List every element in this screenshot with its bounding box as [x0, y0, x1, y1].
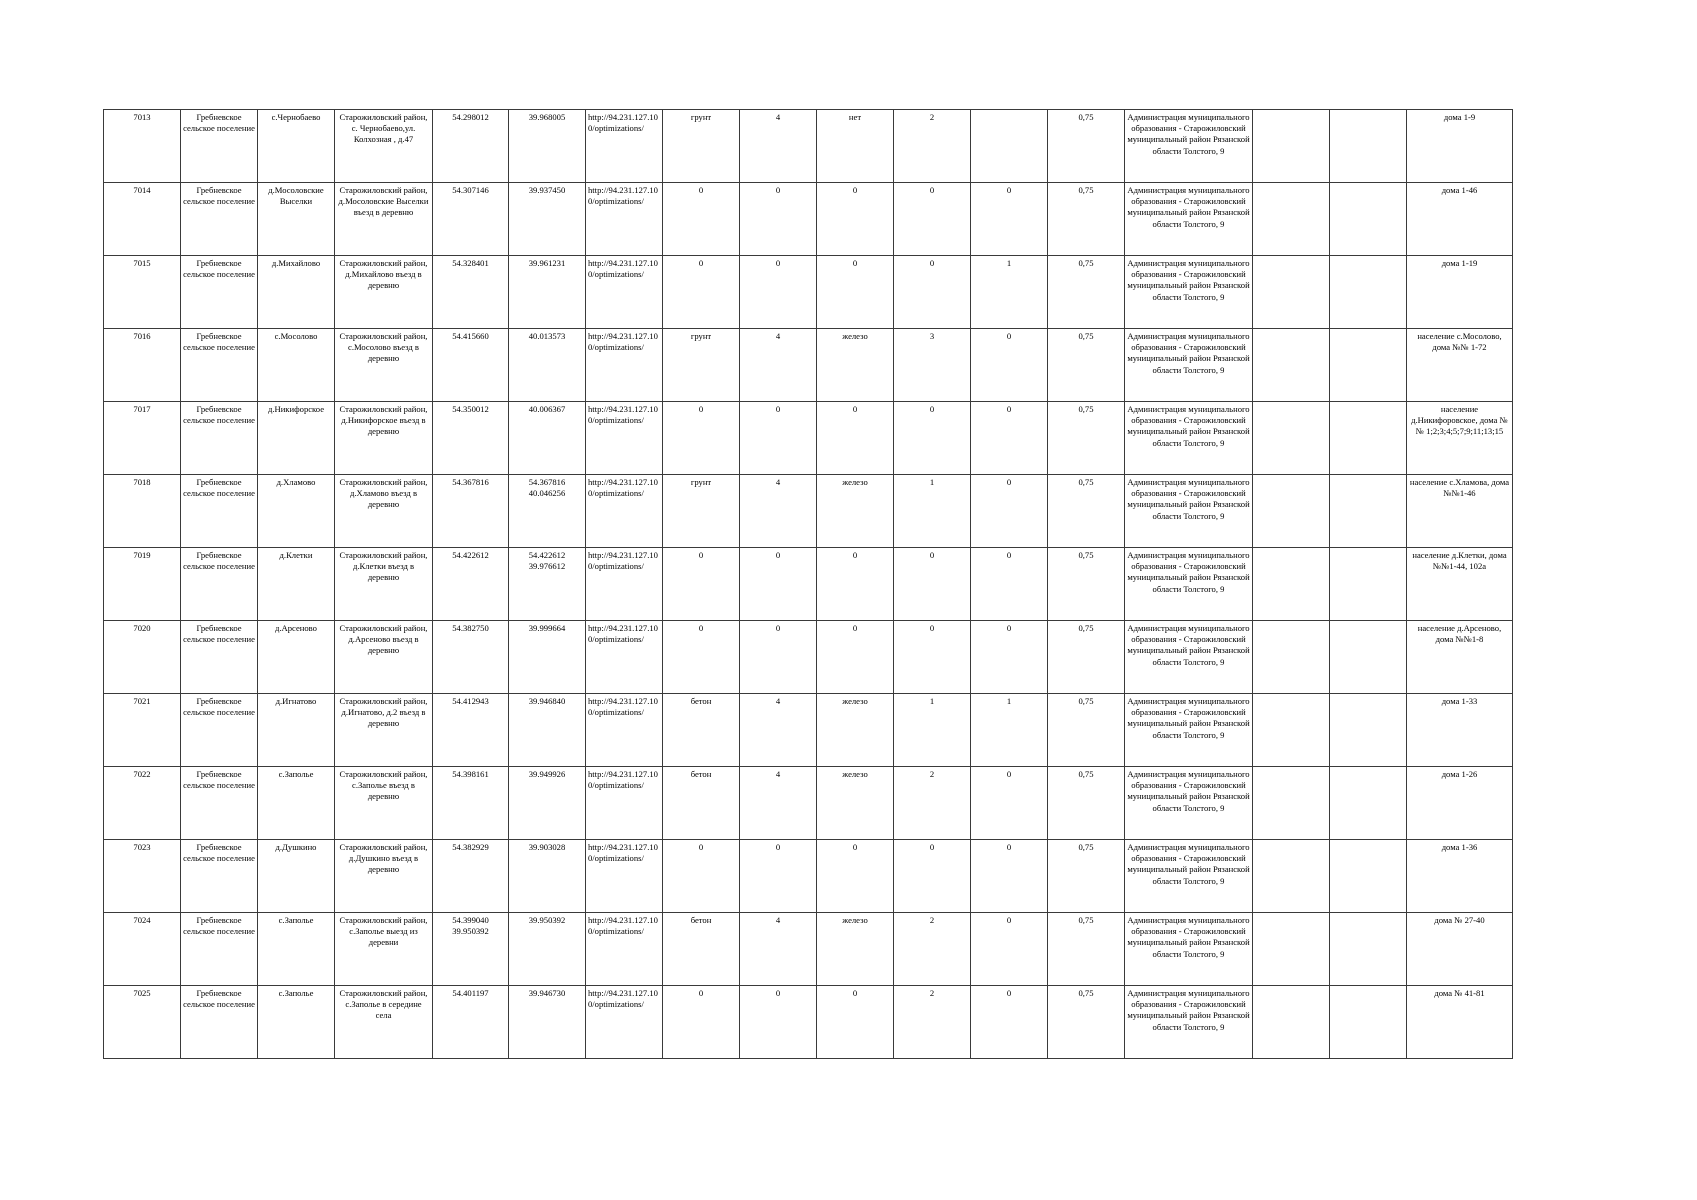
address-cell: Старожиловский район, с.Мосолово въезд в деревню: [335, 329, 433, 402]
surface-cell: бетон: [663, 767, 740, 840]
containers-cell: 3: [894, 329, 971, 402]
settlement-cell: Гребневское сельское поселение: [181, 548, 258, 621]
volume-cell: 0,75: [1048, 986, 1125, 1059]
surface-cell: 0: [663, 840, 740, 913]
row-id-cell: 7016: [104, 329, 181, 402]
owner-cell: Администрация муниципального образования - Старожиловский муниципальный район Рязанской области Толстого, 9: [1125, 329, 1253, 402]
volume-cell: 0,75: [1048, 694, 1125, 767]
fence-cell: нет: [817, 110, 894, 183]
table-row: [104, 986, 1513, 1059]
area-cell: 0: [740, 183, 817, 256]
row-id-cell: 7024: [104, 913, 181, 986]
empty-cell: [1253, 767, 1330, 840]
locality-cell: д.Арсеново: [258, 621, 335, 694]
empty-cell: [1330, 913, 1407, 986]
served-objects-cell: дома № 41-81: [1407, 986, 1513, 1059]
address-cell: Старожиловский район, д.Никифорское въезд в деревню: [335, 402, 433, 475]
volume-cell: 0,75: [1048, 475, 1125, 548]
empty-cell: [1253, 475, 1330, 548]
settlement-cell: Гребневское сельское поселение: [181, 694, 258, 767]
latitude-cell: 54.415660: [433, 329, 509, 402]
address-cell: Старожиловский район, д.Хламово въезд в деревню: [335, 475, 433, 548]
address-cell: Старожиловский район, д.Игнатово, д.2 въезд в деревню: [335, 694, 433, 767]
locality-cell: д.Мосоловские Выселки: [258, 183, 335, 256]
row-id-cell: 7020: [104, 621, 181, 694]
served-objects-cell: дома 1-19: [1407, 256, 1513, 329]
surface-cell: бетон: [663, 913, 740, 986]
empty-cell: [1330, 110, 1407, 183]
volume-cell: 0,75: [1048, 110, 1125, 183]
settlement-cell: Гребневское сельское поселение: [181, 475, 258, 548]
row-id-cell: 7025: [104, 986, 181, 1059]
empty-cell: [1330, 402, 1407, 475]
surface-cell: бетон: [663, 694, 740, 767]
containers-extra-cell: 0: [971, 986, 1048, 1059]
owner-cell: Администрация муниципального образования - Старожиловский муниципальный район Рязанской области Толстого, 9: [1125, 183, 1253, 256]
containers-cell: 0: [894, 256, 971, 329]
locality-cell: с.Заполье: [258, 986, 335, 1059]
empty-cell: [1330, 329, 1407, 402]
surface-cell: 0: [663, 986, 740, 1059]
latitude-cell: 54.382750: [433, 621, 509, 694]
table-body: [104, 110, 1513, 1059]
empty-cell: [1330, 621, 1407, 694]
address-cell: Старожиловский район, с.Заполье въезд в деревню: [335, 767, 433, 840]
latitude-cell: 54.350012: [433, 402, 509, 475]
containers-cell: 2: [894, 767, 971, 840]
empty-cell: [1253, 548, 1330, 621]
containers-cell: 0: [894, 621, 971, 694]
latitude-cell: 54.412943: [433, 694, 509, 767]
owner-cell: Администрация муниципального образования - Старожиловский муниципальный район Рязанской области Толстого, 9: [1125, 475, 1253, 548]
longitude-cell: 54.367816 40.046256: [509, 475, 586, 548]
row-id-cell: 7018: [104, 475, 181, 548]
area-cell: 4: [740, 913, 817, 986]
latitude-cell: 54.328401: [433, 256, 509, 329]
served-objects-cell: дома 1-36: [1407, 840, 1513, 913]
locality-cell: д.Клетки: [258, 548, 335, 621]
fence-cell: 0: [817, 548, 894, 621]
address-cell: Старожиловский район, с.Заполье выезд из деревни: [335, 913, 433, 986]
locality-cell: д.Никифорское: [258, 402, 335, 475]
served-objects-cell: дома 1-26: [1407, 767, 1513, 840]
area-cell: 4: [740, 694, 817, 767]
containers-cell: 2: [894, 986, 971, 1059]
empty-cell: [1253, 694, 1330, 767]
table-row: [104, 621, 1513, 694]
locality-cell: д.Игнатово: [258, 694, 335, 767]
empty-cell: [1330, 986, 1407, 1059]
containers-extra-cell: 0: [971, 329, 1048, 402]
volume-cell: 0,75: [1048, 256, 1125, 329]
map-link-cell: http://94.231.127.10 0/optimizations/: [586, 475, 663, 548]
empty-cell: [1253, 183, 1330, 256]
fence-cell: 0: [817, 840, 894, 913]
volume-cell: 0,75: [1048, 767, 1125, 840]
empty-cell: [1330, 183, 1407, 256]
settlement-cell: Гребневское сельское поселение: [181, 621, 258, 694]
containers-cell: 0: [894, 548, 971, 621]
containers-extra-cell: 0: [971, 621, 1048, 694]
row-id-cell: 7015: [104, 256, 181, 329]
area-cell: 0: [740, 840, 817, 913]
empty-cell: [1253, 110, 1330, 183]
longitude-cell: 54.422612 39.976612: [509, 548, 586, 621]
volume-cell: 0,75: [1048, 402, 1125, 475]
containers-extra-cell: 0: [971, 767, 1048, 840]
owner-cell: Администрация муниципального образования - Старожиловский муниципальный район Рязанской области Толстого, 9: [1125, 694, 1253, 767]
surface-cell: 0: [663, 402, 740, 475]
served-objects-cell: дома 1-33: [1407, 694, 1513, 767]
containers-extra-cell: 0: [971, 183, 1048, 256]
map-link-cell: http://94.231.127.10 0/optimizations/: [586, 767, 663, 840]
map-link-cell: http://94.231.127.10 0/optimizations/: [586, 110, 663, 183]
area-cell: 0: [740, 621, 817, 694]
fence-cell: железо: [817, 329, 894, 402]
map-link-cell: http://94.231.127.10 0/optimizations/: [586, 840, 663, 913]
area-cell: 0: [740, 402, 817, 475]
settlement-cell: Гребневское сельское поселение: [181, 110, 258, 183]
empty-cell: [1253, 256, 1330, 329]
locality-cell: с.Заполье: [258, 767, 335, 840]
empty-cell: [1253, 986, 1330, 1059]
owner-cell: Администрация муниципального образования - Старожиловский муниципальный район Рязанской области Толстого, 9: [1125, 913, 1253, 986]
latitude-cell: 54.307146: [433, 183, 509, 256]
containers-extra-cell: 0: [971, 548, 1048, 621]
area-cell: 4: [740, 329, 817, 402]
table-row: [104, 913, 1513, 986]
served-objects-cell: население д.Клетки, дома №№1-44, 102а: [1407, 548, 1513, 621]
settlement-cell: Гребневское сельское поселение: [181, 256, 258, 329]
locality-cell: д.Душкино: [258, 840, 335, 913]
fence-cell: 0: [817, 986, 894, 1059]
area-cell: 4: [740, 475, 817, 548]
row-id-cell: 7013: [104, 110, 181, 183]
owner-cell: Администрация муниципального образования - Старожиловский муниципальный район Рязанской области Толстого, 9: [1125, 621, 1253, 694]
containers-cell: 1: [894, 475, 971, 548]
containers-extra-cell: 0: [971, 840, 1048, 913]
row-id-cell: 7022: [104, 767, 181, 840]
surface-cell: грунт: [663, 110, 740, 183]
map-link-cell: http://94.231.127.10 0/optimizations/: [586, 986, 663, 1059]
surface-cell: 0: [663, 621, 740, 694]
containers-extra-cell: 0: [971, 402, 1048, 475]
area-cell: 0: [740, 986, 817, 1059]
table-row: [104, 548, 1513, 621]
fence-cell: 0: [817, 183, 894, 256]
fence-cell: железо: [817, 913, 894, 986]
table-row: [104, 256, 1513, 329]
fence-cell: 0: [817, 402, 894, 475]
table-row: [104, 329, 1513, 402]
owner-cell: Администрация муниципального образования - Старожиловский муниципальный район Рязанской области Толстого, 9: [1125, 767, 1253, 840]
longitude-cell: 39.903028: [509, 840, 586, 913]
containers-cell: 0: [894, 402, 971, 475]
containers-cell: 0: [894, 840, 971, 913]
empty-cell: [1330, 475, 1407, 548]
settlement-cell: Гребневское сельское поселение: [181, 913, 258, 986]
owner-cell: Администрация муниципального образования - Старожиловский муниципальный район Рязанской области Толстого, 9: [1125, 840, 1253, 913]
map-link-cell: http://94.231.127.10 0/optimizations/: [586, 402, 663, 475]
row-id-cell: 7021: [104, 694, 181, 767]
table-row: [104, 110, 1513, 183]
address-cell: Старожиловский район, с.Заполье в середине села: [335, 986, 433, 1059]
surface-cell: 0: [663, 256, 740, 329]
containers-extra-cell: 0: [971, 475, 1048, 548]
served-objects-cell: население д.Никифоровское, дома №№ 1;2;3;4;5;7;9;11;13;15: [1407, 402, 1513, 475]
settlement-cell: Гребневское сельское поселение: [181, 986, 258, 1059]
map-link-cell: http://94.231.127.10 0/optimizations/: [586, 183, 663, 256]
longitude-cell: 39.999664: [509, 621, 586, 694]
containers-extra-cell: 1: [971, 256, 1048, 329]
owner-cell: Администрация муниципального образования - Старожиловский муниципальный район Рязанской области Толстого, 9: [1125, 548, 1253, 621]
empty-cell: [1253, 329, 1330, 402]
locality-cell: с.Чернобаево: [258, 110, 335, 183]
containers-cell: 2: [894, 913, 971, 986]
empty-cell: [1253, 840, 1330, 913]
longitude-cell: 40.013573: [509, 329, 586, 402]
fence-cell: 0: [817, 256, 894, 329]
latitude-cell: 54.398161: [433, 767, 509, 840]
row-id-cell: 7014: [104, 183, 181, 256]
address-cell: Старожиловский район, д.Душкино въезд в деревню: [335, 840, 433, 913]
volume-cell: 0,75: [1048, 840, 1125, 913]
surface-cell: 0: [663, 183, 740, 256]
served-objects-cell: дома № 27-40: [1407, 913, 1513, 986]
containers-cell: 1: [894, 694, 971, 767]
latitude-cell: 54.422612: [433, 548, 509, 621]
volume-cell: 0,75: [1048, 329, 1125, 402]
owner-cell: Администрация муниципального образования - Старожиловский муниципальный район Рязанской области Толстого, 9: [1125, 402, 1253, 475]
area-cell: 0: [740, 256, 817, 329]
longitude-cell: 39.950392: [509, 913, 586, 986]
longitude-cell: 39.961231: [509, 256, 586, 329]
settlement-cell: Гребневское сельское поселение: [181, 329, 258, 402]
fence-cell: железо: [817, 694, 894, 767]
volume-cell: 0,75: [1048, 621, 1125, 694]
locality-cell: д.Михайлово: [258, 256, 335, 329]
empty-cell: [1330, 840, 1407, 913]
table-row: [104, 183, 1513, 256]
locality-cell: д.Хламово: [258, 475, 335, 548]
empty-cell: [1253, 913, 1330, 986]
empty-cell: [1253, 402, 1330, 475]
containers-extra-cell: 1: [971, 694, 1048, 767]
served-objects-cell: население д.Арсеново, дома №№1-8: [1407, 621, 1513, 694]
empty-cell: [1330, 767, 1407, 840]
map-link-cell: http://94.231.127.10 0/optimizations/: [586, 548, 663, 621]
owner-cell: Администрация муниципального образования - Старожиловский муниципальный район Рязанской области Толстого, 9: [1125, 256, 1253, 329]
surface-cell: грунт: [663, 475, 740, 548]
locality-cell: с.Мосолово: [258, 329, 335, 402]
owner-cell: Администрация муниципального образования - Старожиловский муниципальный район Рязанской области Толстого, 9: [1125, 986, 1253, 1059]
table-row: [104, 402, 1513, 475]
containers-cell: 2: [894, 110, 971, 183]
longitude-cell: 39.937450: [509, 183, 586, 256]
map-link-cell: http://94.231.127.10 0/optimizations/: [586, 913, 663, 986]
longitude-cell: 39.949926: [509, 767, 586, 840]
row-id-cell: 7019: [104, 548, 181, 621]
fence-cell: 0: [817, 621, 894, 694]
address-cell: Старожиловский район, д.Арсеново въезд в деревню: [335, 621, 433, 694]
served-objects-cell: дома 1-9: [1407, 110, 1513, 183]
area-cell: 0: [740, 548, 817, 621]
empty-cell: [1330, 694, 1407, 767]
latitude-cell: 54.401197: [433, 986, 509, 1059]
row-id-cell: 7017: [104, 402, 181, 475]
map-link-cell: http://94.231.127.10 0/optimizations/: [586, 256, 663, 329]
latitude-cell: 54.367816: [433, 475, 509, 548]
table-row: [104, 694, 1513, 767]
latitude-cell: 54.399040 39.950392: [433, 913, 509, 986]
map-link-cell: http://94.231.127.10 0/optimizations/: [586, 694, 663, 767]
address-cell: Старожиловский район, с. Чернобаево,ул. Колхозная , д.47: [335, 110, 433, 183]
settlement-cell: Гребневское сельское поселение: [181, 402, 258, 475]
map-link-cell: http://94.231.127.10 0/optimizations/: [586, 621, 663, 694]
served-objects-cell: дома 1-46: [1407, 183, 1513, 256]
containers-cell: 0: [894, 183, 971, 256]
latitude-cell: 54.298012: [433, 110, 509, 183]
containers-extra-cell: [971, 110, 1048, 183]
table-row: [104, 475, 1513, 548]
area-cell: 4: [740, 110, 817, 183]
volume-cell: 0,75: [1048, 913, 1125, 986]
map-link-cell: http://94.231.127.10 0/optimizations/: [586, 329, 663, 402]
address-cell: Старожиловский район, д.Михайлово въезд в деревню: [335, 256, 433, 329]
area-cell: 4: [740, 767, 817, 840]
served-objects-cell: население с.Мосолово, дома №№ 1-72: [1407, 329, 1513, 402]
longitude-cell: 39.946840: [509, 694, 586, 767]
waste-site-registry-table: [103, 109, 1513, 1059]
address-cell: Старожиловский район, д.Клетки въезд в деревню: [335, 548, 433, 621]
settlement-cell: Гребневское сельское поселение: [181, 183, 258, 256]
longitude-cell: 39.946730: [509, 986, 586, 1059]
table-row: [104, 767, 1513, 840]
address-cell: Старожиловский район, д.Мосоловские Выселки въезд в деревню: [335, 183, 433, 256]
surface-cell: 0: [663, 548, 740, 621]
settlement-cell: Гребневское сельское поселение: [181, 840, 258, 913]
fence-cell: железо: [817, 767, 894, 840]
fence-cell: железо: [817, 475, 894, 548]
row-id-cell: 7023: [104, 840, 181, 913]
owner-cell: Администрация муниципального образования - Старожиловский муниципальный район Рязанской области Толстого, 9: [1125, 110, 1253, 183]
served-objects-cell: население с.Хламова, дома №№1-46: [1407, 475, 1513, 548]
empty-cell: [1253, 621, 1330, 694]
volume-cell: 0,75: [1048, 548, 1125, 621]
surface-cell: грунт: [663, 329, 740, 402]
empty-cell: [1330, 256, 1407, 329]
longitude-cell: 40.006367: [509, 402, 586, 475]
locality-cell: с.Заполье: [258, 913, 335, 986]
containers-extra-cell: 0: [971, 913, 1048, 986]
volume-cell: 0,75: [1048, 183, 1125, 256]
longitude-cell: 39.968005: [509, 110, 586, 183]
document-page: [103, 109, 1513, 1059]
settlement-cell: Гребневское сельское поселение: [181, 767, 258, 840]
empty-cell: [1330, 548, 1407, 621]
latitude-cell: 54.382929: [433, 840, 509, 913]
table-row: [104, 840, 1513, 913]
